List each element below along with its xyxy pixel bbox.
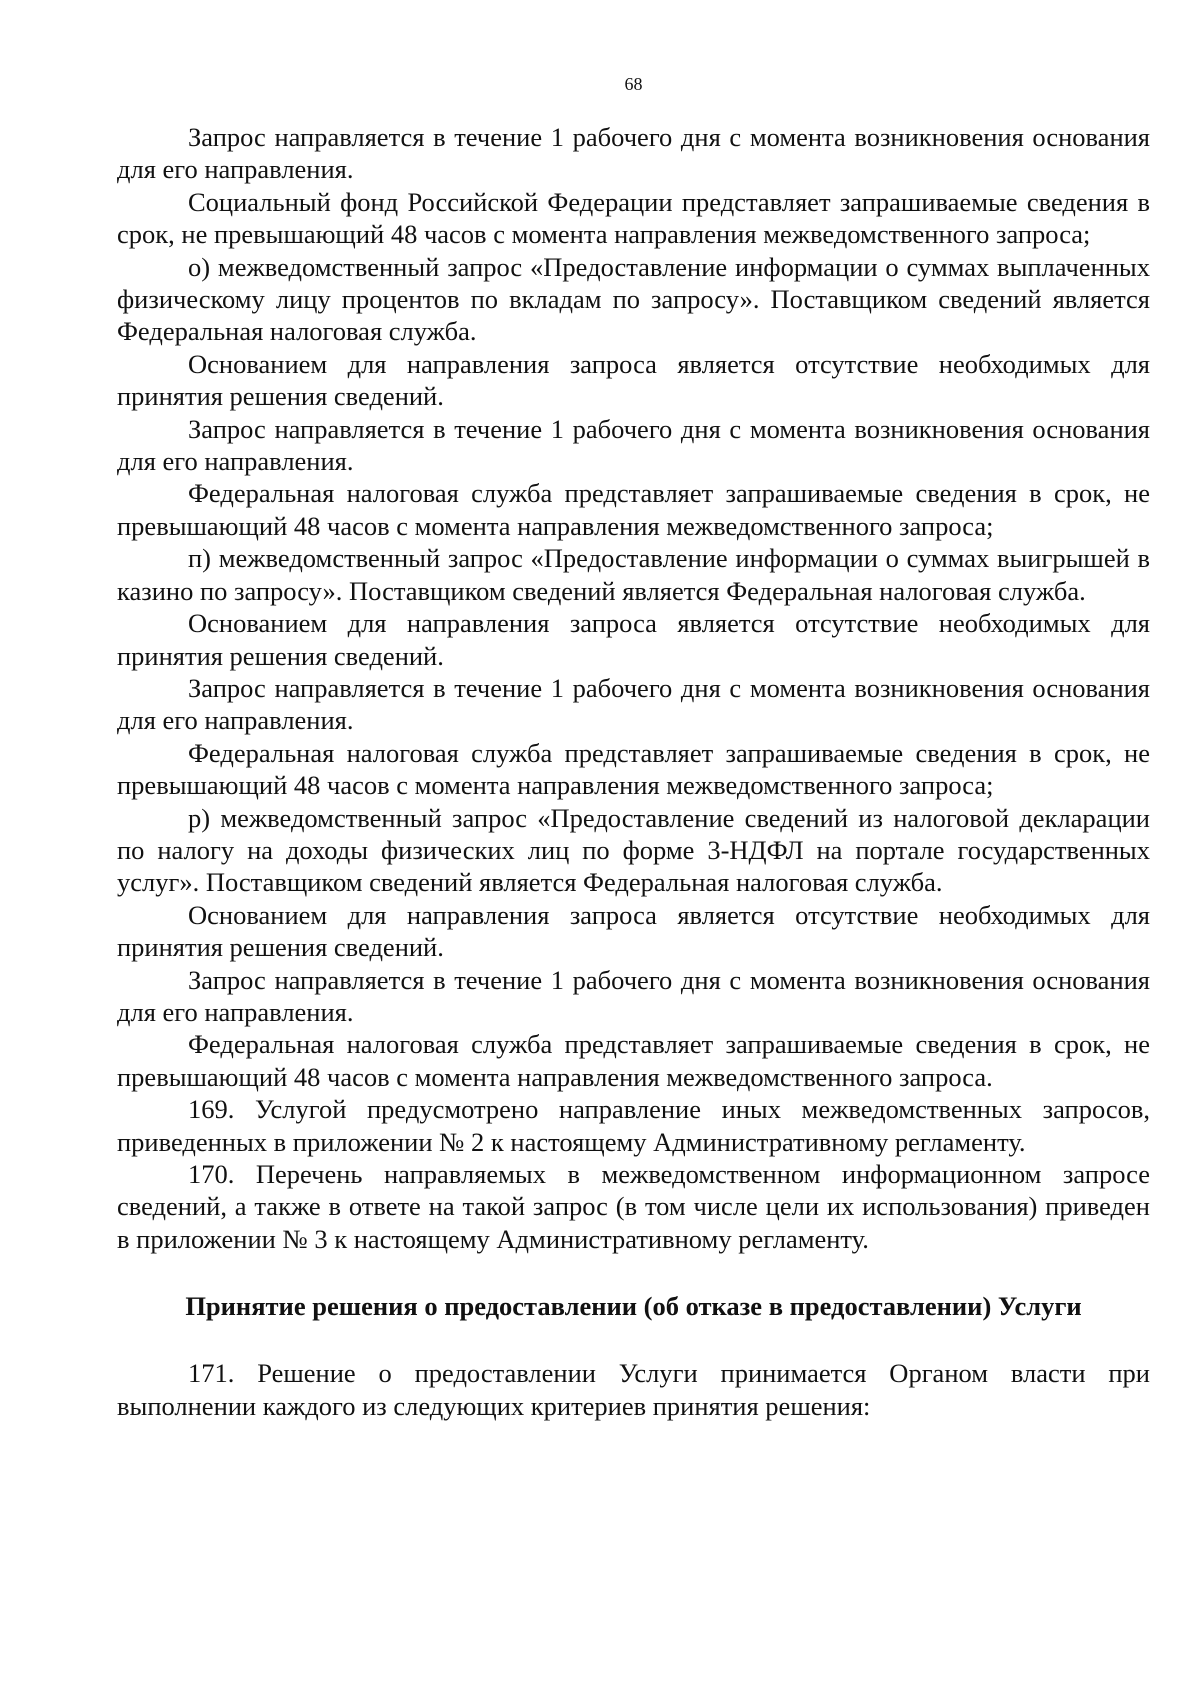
paragraph: 169. Услугой предусмотрено направление иных межведомственных запросов, приведенных в приложении № 2 к настоящему Административному регламенту. <box>117 1094 1150 1157</box>
paragraph: Федеральная налоговая служба представляет запрашиваемые сведения в срок, не превышающий 48 часов с момента направления межведомственного запроса; <box>117 737 1150 801</box>
paragraph: Запрос направляется в течение 1 рабочего дня с момента возникновения основания для его направления. <box>117 413 1150 477</box>
paragraph: Основанием для направления запроса является отсутствие необходимых для принятия решения сведений. <box>117 899 1150 963</box>
section-heading: Принятие решения о предоставлении (об отказе в предоставлении) Услуги <box>185 1291 1082 1322</box>
paragraph: р) межведомственный запрос «Предоставление сведений из налоговой декларации по налогу на доходы физических лиц по форме 3-НДФЛ на портале государственных услуг». Поставщиком сведений является Федеральная налоговая служба. <box>117 802 1150 898</box>
paragraph: Запрос направляется в течение 1 рабочего дня с момента возникновения основания для его направления. <box>117 122 1150 185</box>
paragraph: Социальный фонд Российской Федерации представляет запрашиваемые сведения в срок, не превышающий 48 часов с момента направления межведомственного запроса; <box>117 186 1150 250</box>
paragraph: п) межведомственный запрос «Предоставление информации о суммах выигрышей в казино по запросу». Поставщиком сведений является Федеральная налоговая служба. <box>117 543 1150 606</box>
paragraph: о) межведомственный запрос «Предоставление информации о суммах выплаченных физическому лицу процентов по вкладам по запросу». Поставщиком сведений является Федеральная налоговая служба. <box>117 251 1150 347</box>
page-number: 68 <box>624 74 643 94</box>
paragraph: Федеральная налоговая служба представляет запрашиваемые сведения в срок, не превышающий 48 часов с момента направления межведомственного запроса; <box>117 478 1150 541</box>
paragraph: Основанием для направления запроса является отсутствие необходимых для принятия решения сведений. <box>117 348 1150 412</box>
closing-paragraph: 171. Решение о предоставлении Услуги принимается Органом власти при выполнении каждого из следующих критериев принятия решения: <box>117 1358 1150 1421</box>
document-body <box>117 121 1150 1422</box>
paragraph: 170. Перечень направляемых в межведомственном информационном запросе сведений, а также в ответе на такой запрос (в том числе цели их использования) приведен в приложении № 3 к настоящему Административному регламенту. <box>117 1159 1150 1254</box>
paragraph: Запрос направляется в течение 1 рабочего дня с момента возникновения основания для его направления. <box>117 672 1150 736</box>
paragraph: Запрос направляется в течение 1 рабочего дня с момента возникновения основания для его направления. <box>117 964 1150 1027</box>
paragraph: Основанием для направления запроса является отсутствие необходимых для принятия решения сведений. <box>117 608 1150 671</box>
paragraph: Федеральная налоговая служба представляет запрашиваемые сведения в срок, не превышающий 48 часов с момента направления межведомственного запроса. <box>117 1029 1150 1092</box>
